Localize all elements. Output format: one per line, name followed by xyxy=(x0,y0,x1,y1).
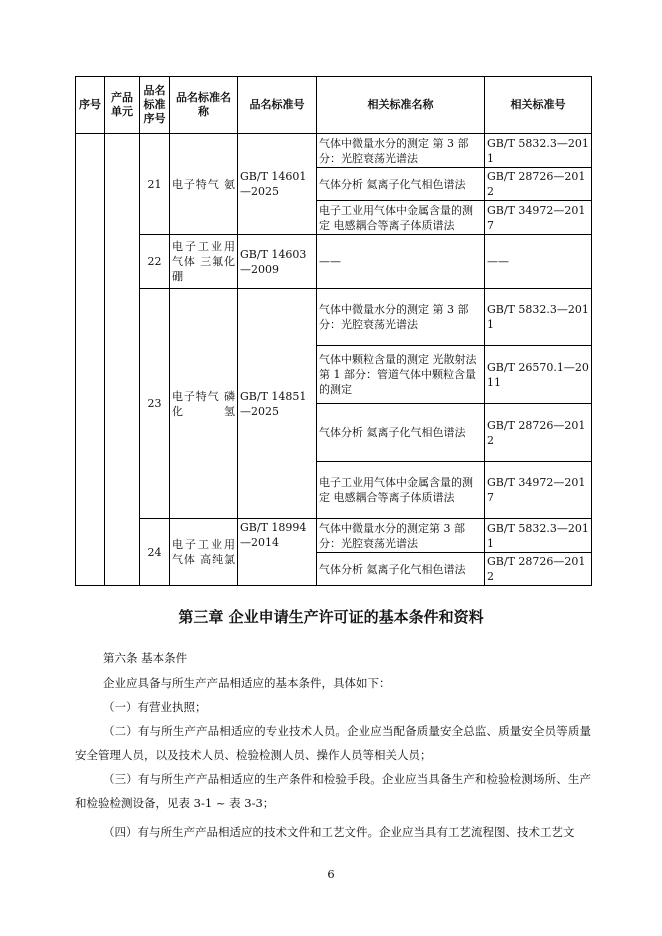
std-no-cell: GB/T 18994—2014 xyxy=(238,519,317,586)
related-name-cell: 气体中微量水分的测定第 3 部分：光腔衰荡光谱法 xyxy=(317,519,485,553)
related-no-cell: GB/T 34972—2017 xyxy=(485,462,592,519)
std-name-cell: 电子工业用气体 三氟化硼 xyxy=(170,235,238,289)
std-no-cell: GB/T 14601—2025 xyxy=(238,134,317,235)
table-row xyxy=(76,134,592,168)
table-row xyxy=(76,235,592,289)
col-header-unit: 产品单元 xyxy=(105,77,140,134)
related-no-cell: GB/T 34972—2017 xyxy=(485,201,592,235)
related-no-cell: GB/T 28726—2012 xyxy=(485,168,592,201)
col-header-std-seq: 品名标准序号 xyxy=(140,77,170,134)
std-name-cell: 电子特气 氨 xyxy=(170,134,238,235)
std-seq-cell: 21 xyxy=(140,134,170,235)
std-name-cell: 电子工业用气体 高纯氯 xyxy=(170,519,238,586)
page-number: 6 xyxy=(327,867,335,881)
related-name-cell: 气体中微量水分的测定 第 3 部分：光腔衰荡光谱法 xyxy=(317,289,485,346)
col-header-related-name: 相关标准名称 xyxy=(317,77,485,134)
col-header-seq: 序号 xyxy=(76,77,105,134)
seq-cell xyxy=(76,134,105,586)
related-name-cell: 电子工业用气体中金属含量的测定 电感耦合等离子体质谱法 xyxy=(317,462,485,519)
related-no-cell: GB/T 28726—2012 xyxy=(485,404,592,462)
table-row xyxy=(76,519,592,553)
std-no-cell: GB/T 14603—2009 xyxy=(238,235,317,289)
related-no-cell: GB/T 5832.3—2011 xyxy=(485,134,592,168)
related-no-cell: GB/T 5832.3—2011 xyxy=(485,519,592,553)
related-no-cell: GB/T 26570.1—2011 xyxy=(485,346,592,404)
related-no-cell: GB/T 28726—2012 xyxy=(485,553,592,586)
product-unit-cell xyxy=(105,134,140,586)
related-name-cell: 气体分析 氦离子化气相色谱法 xyxy=(317,553,485,586)
std-seq-cell: 23 xyxy=(140,289,170,519)
related-name-cell: —— xyxy=(317,235,485,289)
related-name-cell: 气体分析 氦离子化气相色谱法 xyxy=(317,404,485,462)
col-header-std-name: 品名标准名称 xyxy=(170,77,238,134)
std-seq-cell: 22 xyxy=(140,235,170,289)
std-name-cell: 电子特气 磷化氢 xyxy=(170,289,238,519)
paragraph-item-2: （二）有与所生产产品相适应的专业技术人员。企业应当配备质量安全总监、质量安全员等质量安全管理人员，以及技术人员、检验检测人员、操作人员等相关人员； xyxy=(75,724,591,762)
paragraph-intro: 企业应具备与所生产产品相适应的基本条件，具体如下： xyxy=(103,676,391,690)
article-heading: 第六条 基本条件 xyxy=(103,651,188,665)
related-name-cell: 气体中颗粒含量的测定 光散射法 第 1 部分：管道气体中颗粒含量的测定 xyxy=(317,346,485,404)
paragraph-item-4: （四）有与所生产产品相适应的技术文件和工艺文件。企业应当具有工艺流程图、技术工艺文 xyxy=(103,825,575,839)
table-header-row xyxy=(76,77,592,134)
related-name-cell: 电子工业用气体中金属含量的测定 电感耦合等离子体质谱法 xyxy=(317,201,485,235)
related-no-cell: —— xyxy=(485,235,592,289)
paragraph-item-3: （三）有与所生产产品相适应的生产条件和检验手段。企业应当具备生产和检验检测场所、生产和检验检测设备，见表 3-1 ~ 表 3-3； xyxy=(75,772,591,810)
std-seq-cell: 24 xyxy=(140,519,170,586)
chapter-title: 第三章 企业申请生产许可证的基本条件和资料 xyxy=(178,608,484,626)
paragraph-item-1: （一）有营业执照； xyxy=(103,700,207,714)
standards-table xyxy=(75,76,592,586)
related-name-cell: 气体中微量水分的测定 第 3 部分：光腔衰荡光谱法 xyxy=(317,134,485,168)
std-no-cell: GB/T 14851—2025 xyxy=(238,289,317,519)
related-name-cell: 气体分析 氦离子化气相色谱法 xyxy=(317,168,485,201)
table-row xyxy=(76,289,592,346)
col-header-related-no: 相关标准号 xyxy=(485,77,592,134)
related-no-cell: GB/T 5832.3—2011 xyxy=(485,289,592,346)
col-header-std-no: 品名标准号 xyxy=(238,77,317,134)
